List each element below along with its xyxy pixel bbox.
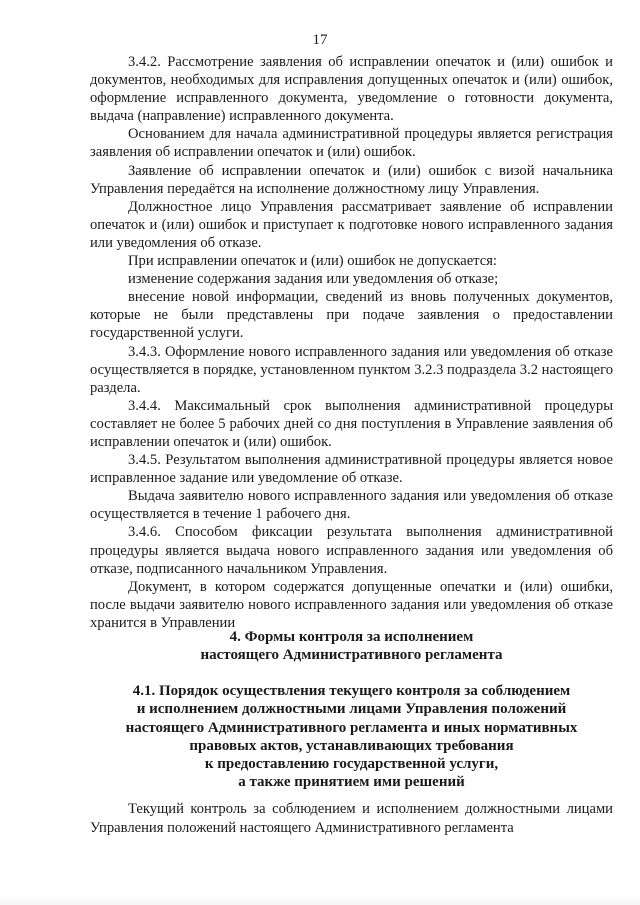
section-4-heading [90, 628, 613, 665]
paragraph-3-4-5: 3.4.5. Результатом выполнения административной процедуры является новое исправленное задание или уведомление об отказе. [90, 452, 613, 487]
heading-line: и исполнением должностными лицами Управления положений [136, 701, 567, 718]
heading-line: а также принятием ими решений [238, 774, 465, 791]
heading-line: 4.1. Порядок осуществления текущего контроля за соблюдением [132, 683, 571, 699]
heading-line: 4. Формы контроля за исполнением [229, 629, 474, 645]
heading-line: настоящего Административного регламента и иных нормативных [125, 719, 578, 736]
paragraph-3-4-4: 3.4.4. Максимальный срок выполнения административной процедуры составляет не более 5 рабочих дней со дня поступления в Управление заявления об исправлении опечаток и (или) ошибок. [90, 397, 613, 450]
page-number: 17 [312, 32, 328, 48]
paragraph-3-4-3: 3.4.3. Оформление нового исправленного задания или уведомления об отказе осуществляется в порядке, установленном пунктом 3.2.3 подраздела 3.2 настоящего раздела. [90, 343, 613, 396]
paragraph-visa: Заявление об исправлении опечаток и (или) ошибок с визой начальника Управления передаётся на исполнение должностному лицу Управления. [90, 162, 613, 197]
paragraph-3-4-6: 3.4.6. Способом фиксации результата выполнения административной процедуры является выдача нового исправленного задания или уведомления об отказе, подписанного начальником Управления. [90, 524, 613, 577]
body-text [90, 53, 613, 632]
scan-edge [0, 895, 640, 905]
heading-line: настоящего Административного регламента [200, 647, 503, 664]
paragraph-not-allowed: При исправлении опечаток и (или) ошибок не допускается: [128, 253, 497, 270]
paragraph-issue: Выдача заявителю нового исправленного задания или уведомления об отказе осуществляется в течение 1 рабочего дня. [90, 488, 613, 523]
paragraph-official-review: Должностное лицо Управления рассматривает заявление об исправлении опечаток и (или) ошибок и приступает к подготовке нового исправленного задания или уведомления об отказе. [90, 198, 613, 251]
paragraph-current-control: Текущий контроль за соблюдением и исполнением должностными лицами Управления положений настоящего Административного регламента [90, 801, 613, 836]
paragraph-basis: Основанием для начала административной процедуры является регистрация заявления об исправлении опечаток и (или) ошибок. [90, 126, 613, 161]
paragraph-storage: Документ, в котором содержатся допущенные опечатки и (или) ошибки, после выдачи заявителю нового исправленного задания или уведомления об отказе хранится в Управлении [90, 578, 613, 631]
paragraph-3-4-2: 3.4.2. Рассмотрение заявления об исправлении опечаток и (или) ошибок и документов, необходимых для исправления допущенных опечаток и (или) ошибок, оформление исправленного документа, уведомление о готовности документа, выдача (направление) исправленного документа. [90, 54, 613, 125]
heading-line: правовых актов, устанавливающих требования [189, 737, 514, 754]
paragraph-new-info: внесение новой информации, сведений из вновь полученных документов, которые не были представлены при подаче заявления о предоставлении государственной услуги. [90, 289, 613, 342]
heading-line: к предоставлению государственной услуги, [204, 756, 499, 773]
final-text [90, 800, 613, 838]
section-4-1-heading [90, 682, 613, 792]
paragraph-change-content: изменение содержания задания или уведомления об отказе; [128, 271, 499, 288]
